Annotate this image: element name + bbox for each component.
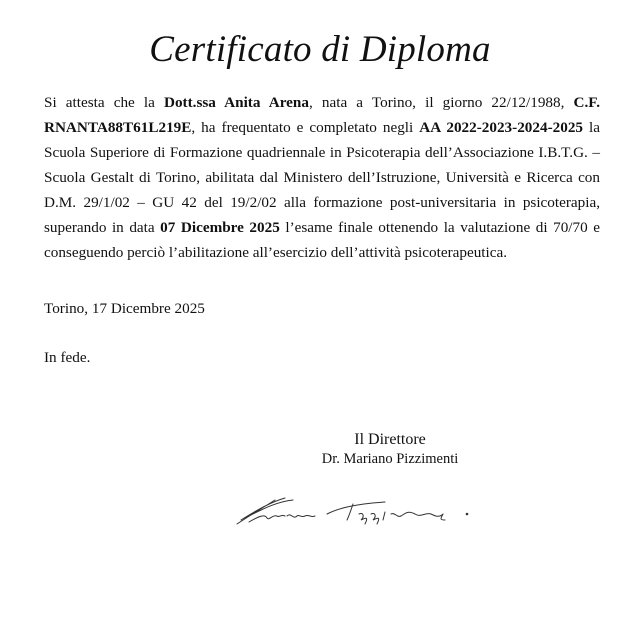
body-line: [44, 215, 600, 240]
handwritten-signature: [235, 490, 475, 530]
certificate-title: Certificato di Diploma: [149, 29, 491, 70]
signature-block: [290, 430, 490, 468]
bold-text: AA 2022-2023-2024-2025: [419, 119, 584, 136]
place-date: Torino, 17 Dicembre 2025: [44, 300, 205, 317]
body-text-segment: la: [583, 119, 600, 136]
body-line: [44, 115, 600, 140]
certificate-body: [44, 90, 600, 265]
body-line: [44, 190, 600, 215]
bold-text: Dott.ssa Anita Arena: [164, 94, 309, 111]
body-text-segment: l’esame finale ottenendo la valutazione di 70/70 e: [279, 219, 600, 236]
bold-text: 07 Dicembre 2025: [160, 219, 280, 236]
body-text-segment: Scuola Superiore di Formazione quadriennale in Psicoterapia dell’Associazione I.B.T.G. –: [44, 144, 600, 161]
body-text-segment: , nata a Torino, il giorno 22/12/1988,: [308, 94, 574, 111]
bold-text: RNANTA88T61L219E: [44, 119, 192, 136]
signatory-role: Il Direttore: [354, 431, 426, 448]
body-text-segment: superando in data: [44, 219, 161, 236]
body-line: [44, 240, 600, 265]
closing-text: In fede.: [44, 349, 91, 366]
body-line: [44, 140, 600, 165]
body-text-segment: Si attesta che la: [44, 94, 164, 111]
signatory-name: Dr. Mariano Pizzimenti: [321, 451, 459, 467]
body-text-segment: Scuola Gestalt di Torino, abilitata dal Ministero dell’Istruzione, Università e Ricerca con: [44, 169, 600, 186]
body-text-segment: D.M. 29/1/02 – GU 42 del 19/2/02 alla formazione post-universitaria in psicoterapia,: [44, 194, 600, 211]
body-text-segment: , ha frequentato e completato negli: [191, 119, 420, 136]
body-text-segment: conseguendo perciò l’abilitazione all’esercizio dell’attività psicoterapeutica.: [44, 244, 508, 261]
body-line: [44, 165, 600, 190]
body-line: [44, 90, 600, 115]
bold-text: C.F.: [573, 94, 600, 111]
